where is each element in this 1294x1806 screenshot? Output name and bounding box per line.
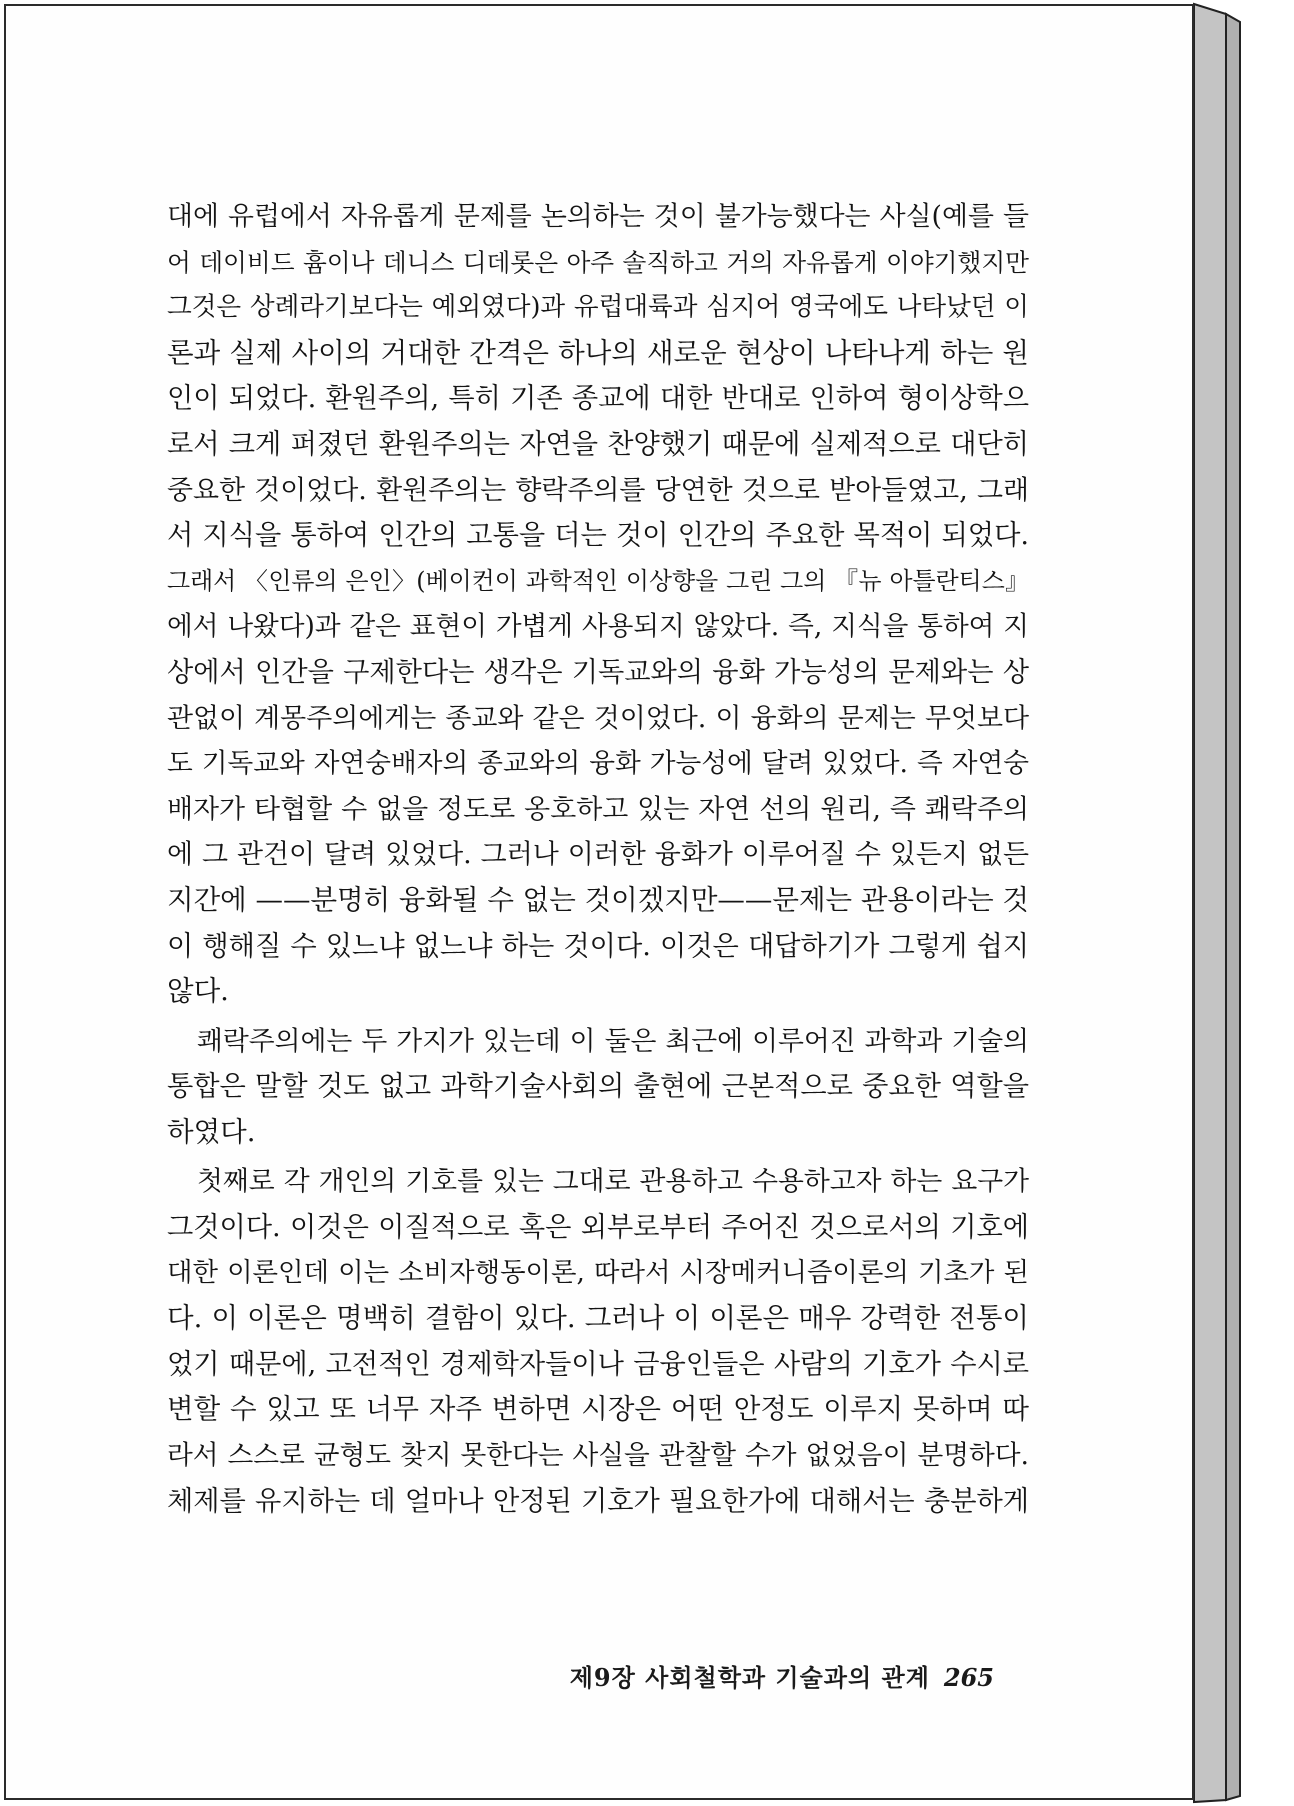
- text-line: 었기 때문에, 고전적인 경제학자들이나 금융인들은 사람의 기호가 수시로: [167, 1348, 1029, 1380]
- text-line: 어 데이비드 흄이나 데니스 디데롯은 아주 솔직하고 거의 자유롭게 이야기했지만: [167, 247, 1029, 277]
- text-line: 이 행해질 수 있느냐 없느냐 하는 것이다. 이것은 대답하기가 그렇게 쉽지: [167, 930, 1029, 962]
- text-line: 대한 이론인데 이는 소비자행동이론, 따라서 시장메커니즘이론의 기초가 된: [167, 1257, 1029, 1288]
- page-number: 265: [943, 1663, 994, 1692]
- text-line: 중요한 것이었다. 환원주의는 향락주의를 당연한 것으로 받아들였고, 그래: [167, 474, 1029, 506]
- text-line: 상에서 인간을 구제한다는 생각은 기독교와의 융화 가능성의 문제와는 상: [167, 656, 1029, 688]
- text-line: 라서 스스로 균형도 찾지 못한다는 사실을 관찰할 수가 없었음이 분명하다.: [167, 1440, 1029, 1472]
- text-line: 도 기독교와 자연숭배자의 종교와의 융화 가능성에 달려 있었다. 즉 자연숭: [167, 748, 1029, 780]
- text-line: 서 지식을 통하여 인간의 고통을 더는 것이 인간의 주요한 목적이 되었다.: [167, 520, 1029, 552]
- page-edge-outer: [1226, 14, 1240, 1800]
- text-line: 통합은 말할 것도 없고 과학기술사회의 출현에 근본적으로 중요한 역할을: [167, 1071, 1029, 1103]
- text-line: 첫째로 각 개인의 기호를 있는 그대로 관용하고 수용하고자 하는 요구가: [197, 1166, 1029, 1198]
- text-line: 그것이다. 이것은 이질적으로 혹은 외부로부터 주어진 것으로서의 기호에: [167, 1212, 1029, 1244]
- text-line: 인이 되었다. 환원주의, 특히 기존 종교에 대한 반대로 인하여 형이상학으: [167, 383, 1029, 415]
- text-line: 지간에 ——분명히 융화될 수 없는 것이겠지만——문제는 관용이라는 것: [167, 883, 1029, 916]
- text-line: 로서 크게 퍼졌던 환원주의는 자연을 찬양했기 때문에 실제적으로 대단히: [167, 428, 1029, 460]
- text-line: 에 그 관건이 달려 있었다. 그러나 이러한 융화가 이루어질 수 있든지 없든: [167, 839, 1029, 871]
- chapter-title: 제9장 사회철학과 기술과의 관계: [569, 1663, 930, 1692]
- text-line: 쾌락주의에는 두 가지가 있는데 이 둘은 최근에 이루어진 과학과 기술의: [197, 1025, 1029, 1057]
- text-line: 배자가 타협할 수 없을 정도로 옹호하고 있는 자연 선의 원리, 즉 쾌락주의: [167, 793, 1029, 825]
- text-line: 않다.: [167, 975, 229, 1008]
- text-line: 다. 이 이론은 명백히 결함이 있다. 그러나 이 이론은 매우 강력한 전통이: [167, 1302, 1029, 1335]
- text-line: 에서 나왔다)과 같은 표현이 가볍게 사용되지 않았다. 즉, 지식을 통하여 지: [167, 611, 1029, 643]
- text-line: 체제를 유지하는 데 얼마나 안정된 기호가 필요한가에 대해서는 충분하게: [167, 1485, 1029, 1517]
- text-line: 론과 실제 사이의 거대한 간격은 하나의 새로운 현상이 나타나게 하는 원: [167, 336, 1029, 369]
- text-line: 변할 수 있고 또 너무 자주 변하면 시장은 어떤 안정도 이루지 못하며 따: [167, 1393, 1029, 1426]
- text-line: 그것은 상례라기보다는 예외였다)과 유럽대륙과 심지어 영국에도 나타났던 이: [167, 292, 1029, 323]
- text-line: 관없이 계몽주의에게는 종교와 같은 것이었다. 이 융화의 문제는 무엇보다: [167, 702, 1029, 734]
- page-edge-inner: [1194, 4, 1226, 1802]
- page-footer: [570, 1658, 994, 1693]
- body-text: [167, 194, 1029, 1524]
- text-line: 그래서 〈인류의 은인〉(베이컨이 과학적인 이상향을 그린 그의 『뉴 아틀란티스』: [167, 566, 1029, 595]
- text-line: 하였다.: [167, 1115, 256, 1148]
- text-line: 대에 유럽에서 자유롭게 문제를 논의하는 것이 불가능했다는 사실(예를 들: [167, 201, 1029, 232]
